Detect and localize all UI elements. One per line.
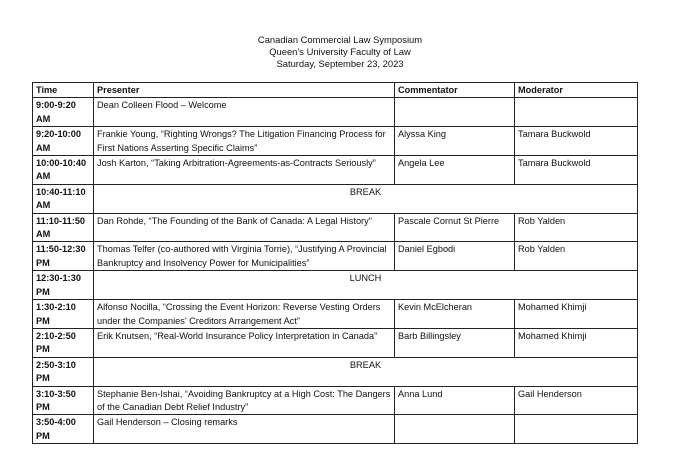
presenter-cell: Thomas Telfer (co-authored with Virginia Torrie), “Justifying A Provincial Bankruptcy and Insolvency Power for Municipalities” <box>94 242 395 271</box>
lunch-cell: LUNCH <box>94 271 638 300</box>
time-cell: 9:20-10:00 AM <box>33 127 94 156</box>
col-header-moderator: Moderator <box>515 83 638 98</box>
time-cell: 1:30-2:10 PM <box>33 300 94 329</box>
commentator-cell: Angela Lee <box>395 156 515 185</box>
commentator-cell: Barb Billingsley <box>395 328 515 357</box>
time-cell: 11:10-11:50 AM <box>33 213 94 242</box>
time-cell: 2:50-3:10 PM <box>33 357 94 386</box>
presenter-cell: Frankie Young, “Righting Wrongs? The Litigation Financing Process for First Nations Asserting Specific Claims” <box>94 127 395 156</box>
commentator-cell <box>395 415 515 444</box>
col-header-commentator: Commentator <box>395 83 515 98</box>
table-row <box>33 184 638 213</box>
table-row <box>33 242 638 271</box>
table-row <box>33 300 638 329</box>
event-date: Saturday, September 23, 2023 <box>276 58 404 69</box>
moderator-cell: Mohamed Khimji <box>515 328 638 357</box>
table-row <box>33 357 638 386</box>
time-cell: 10:00-10:40 AM <box>33 156 94 185</box>
time-cell: 12:30-1:30 PM <box>33 271 94 300</box>
moderator-cell: Rob Yalden <box>515 213 638 242</box>
commentator-cell: Daniel Egbodi <box>395 242 515 271</box>
table-row <box>33 156 638 185</box>
moderator-cell: Tamara Buckwold <box>515 156 638 185</box>
commentator-cell: Anna Lund <box>395 386 515 415</box>
host-institution: Queen’s University Faculty of Law <box>269 46 411 57</box>
table-row <box>33 328 638 357</box>
moderator-cell <box>515 415 638 444</box>
header-row <box>33 83 638 98</box>
time-cell: 3:10-3:50 PM <box>33 386 94 415</box>
moderator-cell <box>515 98 638 127</box>
presenter-cell: Gail Henderson – Closing remarks <box>94 415 395 444</box>
time-cell: 10:40-11:10 AM <box>33 184 94 213</box>
document-header <box>0 34 680 70</box>
time-cell: 11:50-12:30 PM <box>33 242 94 271</box>
break-cell: BREAK <box>94 357 638 386</box>
schedule-table <box>32 82 638 444</box>
commentator-cell: Kevin McElcheran <box>395 300 515 329</box>
commentator-cell <box>395 98 515 127</box>
presenter-cell: Dan Rohde, “The Founding of the Bank of Canada: A Legal History” <box>94 213 395 242</box>
symposium-title: Canadian Commercial Law Symposium <box>257 34 423 45</box>
commentator-cell: Alyssa King <box>395 127 515 156</box>
moderator-cell: Rob Yalden <box>515 242 638 271</box>
time-cell: 3:50-4:00 PM <box>33 415 94 444</box>
presenter-cell: Josh Karton, “Taking Arbitration-Agreements-as-Contracts Seriously” <box>94 156 395 185</box>
presenter-cell: Dean Colleen Flood – Welcome <box>94 98 395 127</box>
presenter-cell: Alfonso Nocilla, “Crossing the Event Horizon: Reverse Vesting Orders under the Companies' Creditors Arrangement Act” <box>94 300 395 329</box>
table-row <box>33 127 638 156</box>
table-row <box>33 386 638 415</box>
presenter-cell: Erik Knutsen, “Real-World Insurance Policy Interpretation in Canada” <box>94 328 395 357</box>
col-header-time: Time <box>33 83 94 98</box>
presenter-cell: Stephanie Ben-Ishai, “Avoiding Bankruptcy at a High Cost: The Dangers of the Canadian Debt Relief Industry” <box>94 386 395 415</box>
time-cell: 2:10-2:50 PM <box>33 328 94 357</box>
table-row <box>33 415 638 444</box>
moderator-cell: Mohamed Khimji <box>515 300 638 329</box>
table-row <box>33 213 638 242</box>
break-cell: BREAK <box>94 184 638 213</box>
col-header-presenter: Presenter <box>94 83 395 98</box>
moderator-cell: Tamara Buckwold <box>515 127 638 156</box>
moderator-cell: Gail Henderson <box>515 386 638 415</box>
table-row <box>33 271 638 300</box>
commentator-cell: Pascale Cornut St Pierre <box>395 213 515 242</box>
table-row <box>33 98 638 127</box>
time-cell: 9:00-9:20 AM <box>33 98 94 127</box>
